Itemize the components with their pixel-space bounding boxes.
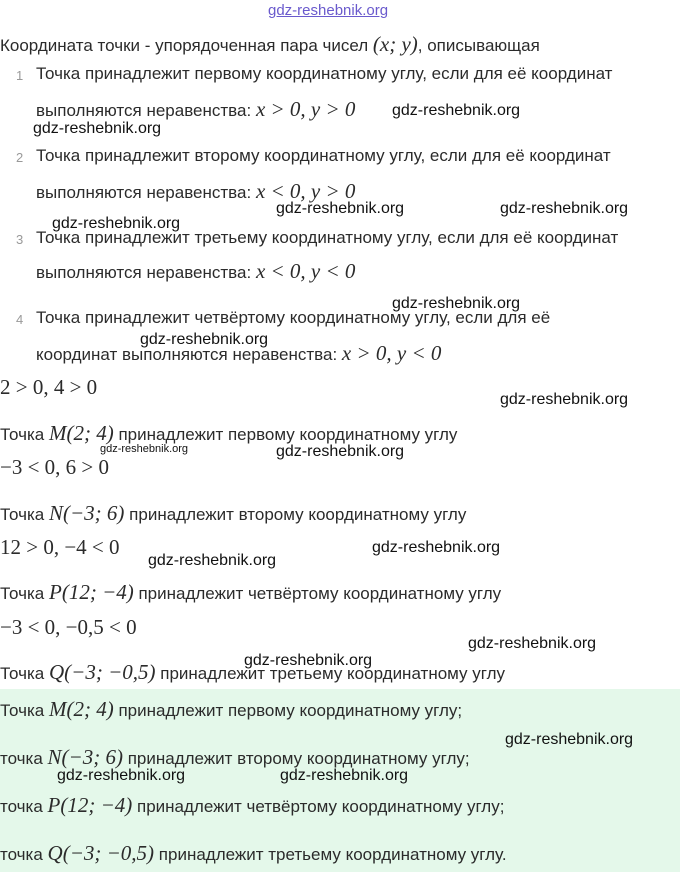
watermark: gdz-reshebnik.org: [276, 443, 405, 460]
watermark: gdz-reshebnik.org: [392, 102, 521, 119]
intro-math: (x; y): [372, 32, 418, 56]
watermark: gdz-reshebnik.org: [500, 200, 629, 217]
watermark: gdz-reshebnik.org: [276, 200, 405, 217]
inequality: −3 < 0, 6 > 0: [0, 455, 110, 479]
watermark: gdz-reshebnik.org: [505, 731, 634, 748]
answer-line: Точка M(2; 4) принадлежит первому координатному углу;: [0, 697, 463, 721]
answer-line: точка P(12; −4) принадлежит четвёртому координатному углу;: [0, 793, 505, 817]
intro-tail: , описывающая: [417, 36, 540, 55]
watermark: gdz-reshebnik.org: [140, 331, 269, 348]
rule-line2: координат выполняются неравенства: x > 0, y < 0: [36, 341, 442, 365]
intro-line: [0, 32, 540, 57]
rule-line1: Точка принадлежит второму координатному углу, если для её координат: [36, 146, 611, 165]
watermark: gdz-reshebnik.org: [468, 635, 597, 652]
watermark: gdz-reshebnik.org: [52, 215, 181, 232]
watermark: gdz-reshebnik.org: [100, 443, 189, 455]
solution-line: Точка P(12; −4) принадлежит четвёртому координатному углу: [0, 580, 502, 604]
rule-line1: Точка принадлежит четвёртому координатному углу, если для её: [36, 308, 551, 327]
watermark: gdz-reshebnik.org: [244, 652, 373, 669]
rule-line2: выполняются неравенства: x > 0, y > 0: [36, 97, 356, 121]
watermark: gdz-reshebnik.org: [392, 295, 521, 312]
rule-line1: Точка принадлежит третьему координатному углу, если для её координат: [36, 228, 619, 247]
answer-line: точка N(−3; 6) принадлежит второму координатному углу;: [0, 745, 470, 769]
solution-line: Точка N(−3; 6) принадлежит второму координатному углу: [0, 501, 467, 525]
inequality: 12 > 0, −4 < 0: [0, 535, 120, 559]
list-number: 1: [16, 68, 24, 83]
list-number: 3: [16, 232, 24, 247]
rule-line2: выполняются неравенства: x < 0, y > 0: [36, 179, 356, 203]
list-number: 2: [16, 150, 24, 165]
solution-line: Точка M(2; 4) принадлежит первому координатному углу: [0, 421, 458, 445]
solution-line: Точка Q(−3; −0,5) принадлежит третьему координатному углу: [0, 660, 506, 684]
answer-line: точка Q(−3; −0,5) принадлежит третьему координатному углу.: [0, 841, 507, 865]
top-watermark-link[interactable]: gdz-reshebnik.org: [268, 2, 389, 19]
intro-text: Координата точки - упорядоченная пара чисел: [0, 36, 369, 55]
watermark: gdz-reshebnik.org: [57, 767, 186, 784]
inequality: 2 > 0, 4 > 0: [0, 375, 98, 399]
rule-line2: выполняются неравенства: x < 0, y < 0: [36, 259, 356, 283]
watermark: gdz-reshebnik.org: [500, 391, 629, 408]
inequality: −3 < 0, −0,5 < 0: [0, 615, 137, 639]
watermark: gdz-reshebnik.org: [280, 767, 409, 784]
watermark: gdz-reshebnik.org: [33, 120, 162, 137]
watermark: gdz-reshebnik.org: [148, 552, 277, 569]
list-number: 4: [16, 312, 24, 327]
rule-line1: Точка принадлежит первому координатному углу, если для её координат: [36, 64, 613, 83]
watermark: gdz-reshebnik.org: [372, 539, 501, 556]
